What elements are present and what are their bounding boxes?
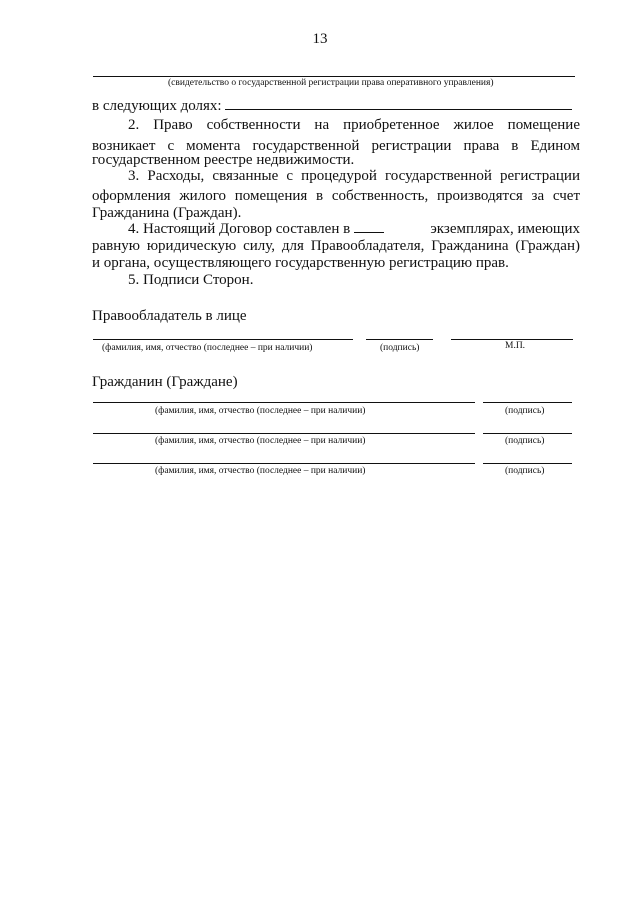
holder-seal-caption: М.П.	[505, 341, 526, 351]
citizens-title: Гражданин (Граждане)	[92, 374, 238, 390]
holder-sign-line	[366, 339, 433, 340]
header-line	[93, 76, 575, 77]
paragraph-3-line-1: 3. Расходы, связанные с процедурой государственной регистрации	[128, 168, 580, 184]
paragraph-3-line-2: оформления жилого помещения в собственность, производятся за счет	[92, 188, 580, 204]
holder-name-caption: (фамилия, имя, отчество (последнее – при наличии)	[102, 343, 313, 353]
shares-line	[92, 95, 582, 117]
copies-blank	[354, 220, 384, 233]
citizen-2-sign-line	[483, 433, 572, 434]
citizen-3-sign-caption: (подпись)	[505, 466, 545, 476]
holder-name-line	[93, 339, 353, 340]
paragraph-2-line-1: 2. Право собственности на приобретенное жилое помещение	[128, 117, 580, 133]
page-number: 13	[312, 31, 328, 47]
shares-label: в следующих долях:	[92, 98, 222, 114]
holder-sign-caption: (подпись)	[380, 343, 420, 353]
citizen-1-name-caption: (фамилия, имя, отчество (последнее – при наличии)	[155, 406, 366, 416]
citizen-2-name-caption: (фамилия, имя, отчество (последнее – при наличии)	[155, 436, 366, 446]
header-caption: (свидетельство о государственной регистрации права оперативного управления)	[168, 78, 494, 88]
shares-blank	[225, 95, 572, 110]
paragraph-4-line-1-a: 4. Настоящий Договор составлен в	[128, 221, 351, 237]
paragraph-4-line-3: и органа, осуществляющего государственную регистрацию прав.	[92, 255, 509, 271]
paragraph-4-line-1-b: экземплярах, имеющих	[430, 221, 580, 237]
paragraph-2-line-3: государственном реестре недвижимости.	[92, 152, 355, 168]
paragraph-4-line-2: равную юридическую силу, для Правообладателя, Гражданина (Граждан)	[92, 238, 580, 254]
citizen-1-name-line	[93, 402, 475, 403]
paragraph-5: 5. Подписи Сторон.	[128, 272, 254, 288]
paragraph-3-line-3: Гражданина (Граждан).	[92, 205, 242, 221]
paragraph-2-line-2: возникает с момента государственной регистрации права в Едином	[92, 138, 580, 154]
citizen-2-name-line	[93, 433, 475, 434]
citizen-3-name-caption: (фамилия, имя, отчество (последнее – при наличии)	[155, 466, 366, 476]
citizen-2-sign-caption: (подпись)	[505, 436, 545, 446]
citizen-1-sign-caption: (подпись)	[505, 406, 545, 416]
holder-seal-line	[451, 339, 573, 340]
citizen-3-sign-line	[483, 463, 572, 464]
holder-title: Правообладатель в лице	[92, 308, 247, 324]
citizen-1-sign-line	[483, 402, 572, 403]
citizen-3-name-line	[93, 463, 475, 464]
